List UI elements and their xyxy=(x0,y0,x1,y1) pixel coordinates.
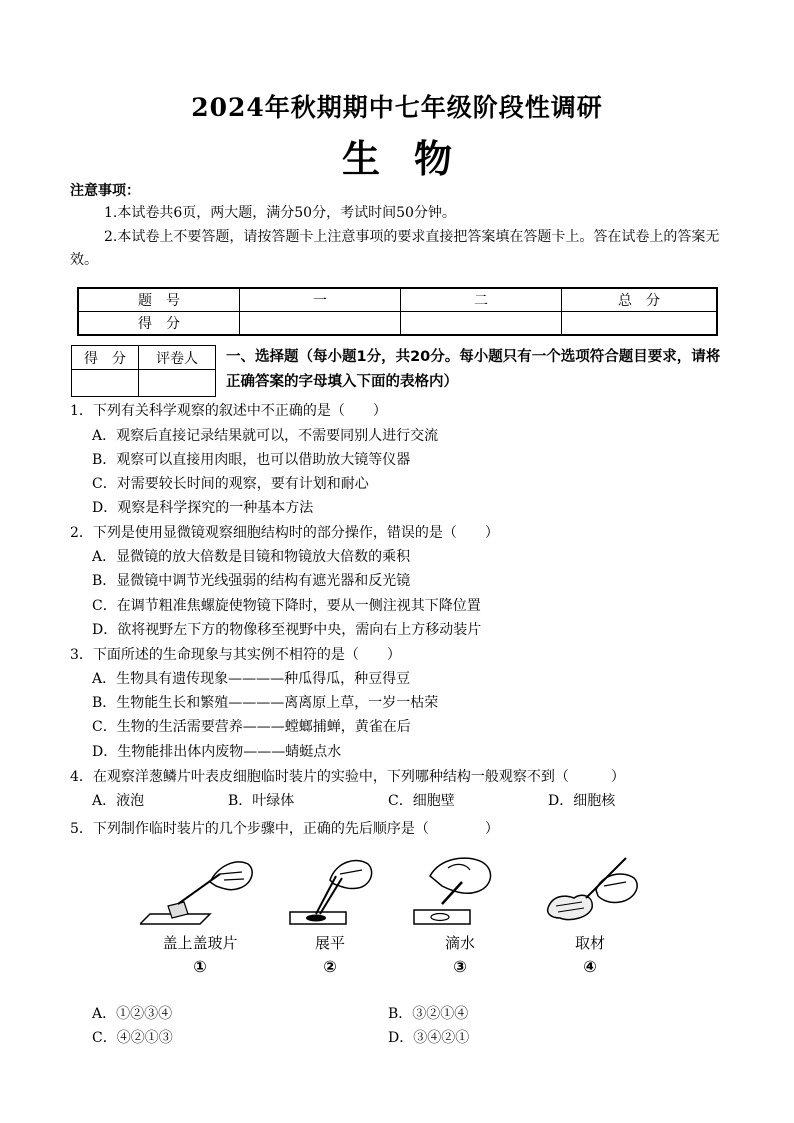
option: C．④②①③ xyxy=(92,1030,173,1046)
take-material-illustration xyxy=(530,852,650,932)
cover-slip-illustration xyxy=(140,852,260,932)
figure-step-1 xyxy=(140,852,260,982)
figure-step-number: ④ xyxy=(583,957,597,976)
option: B．显微镜中调节光线强弱的结构有遮光器和反光镜 xyxy=(92,573,411,589)
question-stem: 2．下列是使用显微镜观察细胞结构时的部分操作，错误的是（ ） xyxy=(70,525,499,541)
figure-step-number: ② xyxy=(323,957,337,976)
option: C．在调节粗准焦螺旋使物镜下降时，要从一侧注视其下降位置 xyxy=(92,598,481,614)
page-title: 2024年秋期期中七年级阶段性调研 xyxy=(191,93,603,122)
question-stem: 4．在观察洋葱鳞片叶表皮细胞临时装片的实验中，下列哪种结构一般观察不到（ ） xyxy=(70,769,625,785)
figure-step-number: ③ xyxy=(453,957,467,976)
score-cell xyxy=(240,312,401,336)
grader-score-cell xyxy=(72,370,139,397)
figure-step-2 xyxy=(270,852,390,982)
option: B．叶绿体 xyxy=(228,793,295,809)
notice-heading: 注意事项： xyxy=(70,183,140,199)
question-stem: 5．下列制作临时装片的几个步骤中，正确的先后顺序是（ ） xyxy=(70,821,499,837)
question-stem: 1．下列有关科学观察的叙述中不正确的是（ ） xyxy=(70,403,387,419)
option: B．观察可以直接用肉眼，也可以借助放大镜等仪器 xyxy=(92,452,411,468)
figure-step-label: 取材 xyxy=(574,934,605,952)
option: A．液泡 xyxy=(92,793,145,809)
score-header-cell: 题 号 xyxy=(78,288,240,312)
notice-item-1: 1.本试卷共6页，两大题，满分50分，考试时间50分钟。 xyxy=(104,205,456,221)
figure-step-label: 盖上盖玻片 xyxy=(162,934,238,952)
figure-step-label: 滴水 xyxy=(444,934,475,952)
section-heading: 一、选择题（每小题1分，共20分。每小题只有一个选项符合题目要求，请将正确答案的字母填入下面的表格内） xyxy=(226,349,721,390)
option: B．生物能生长和繁殖————离离原上草，一岁一枯荣 xyxy=(92,695,439,711)
drop-water-illustration xyxy=(400,852,520,932)
figure-step-4 xyxy=(530,852,650,982)
option: A．生物具有遗传现象————种瓜得瓜，种豆得豆 xyxy=(92,671,411,687)
score-header-cell: 一 xyxy=(240,288,401,312)
option: A．观察后直接记录结果就可以，不需要同别人进行交流 xyxy=(92,428,439,444)
score-cell xyxy=(562,312,718,336)
option: D．细胞核 xyxy=(548,793,616,809)
question-stem: 3．下面所述的生命现象与其实例不相符的是（ ） xyxy=(70,647,401,663)
option: C．对需要较长时间的观察，要有计划和耐心 xyxy=(92,476,369,492)
notice-item-2: 2.本试卷上不要答题，请按答题卡上注意事项的要求直接把答案填在答题卡上。答在试卷上的答案无效。 xyxy=(70,229,720,268)
grader-name-cell xyxy=(139,370,216,397)
option: D．观察是科学探究的一种基本方法 xyxy=(92,500,314,516)
subject-title: 生物 xyxy=(341,136,486,181)
option: D．欲将视野左下方的物像移至视野中央，需向右上方移动装片 xyxy=(92,622,482,638)
figure-step-label: 展平 xyxy=(314,934,345,952)
option: D．生物能排出体内废物———蜻蜓点水 xyxy=(92,744,342,760)
option: C．细胞壁 xyxy=(388,793,455,809)
grader-score-header: 得 分 xyxy=(72,346,139,370)
grader-name-header: 评卷人 xyxy=(139,346,216,370)
figure-step-3 xyxy=(400,852,520,982)
spread-illustration xyxy=(270,852,390,932)
score-table xyxy=(77,287,718,336)
score-header-cell: 总 分 xyxy=(562,288,718,312)
option: A．①②③④ xyxy=(92,1006,173,1022)
option: D．③④②① xyxy=(388,1030,470,1046)
option: C．生物的生活需要营养———螳螂捕蝉，黄雀在后 xyxy=(92,719,411,735)
score-header-cell: 二 xyxy=(401,288,562,312)
grader-table xyxy=(71,345,216,397)
slide-preparation-figure xyxy=(140,852,660,982)
option: A．显微镜的放大倍数是目镜和物镜放大倍数的乘积 xyxy=(92,549,411,565)
figure-step-number: ① xyxy=(193,957,207,976)
score-cell xyxy=(401,312,562,336)
option: B．③②①④ xyxy=(388,1006,469,1022)
score-row-label: 得 分 xyxy=(78,312,240,336)
